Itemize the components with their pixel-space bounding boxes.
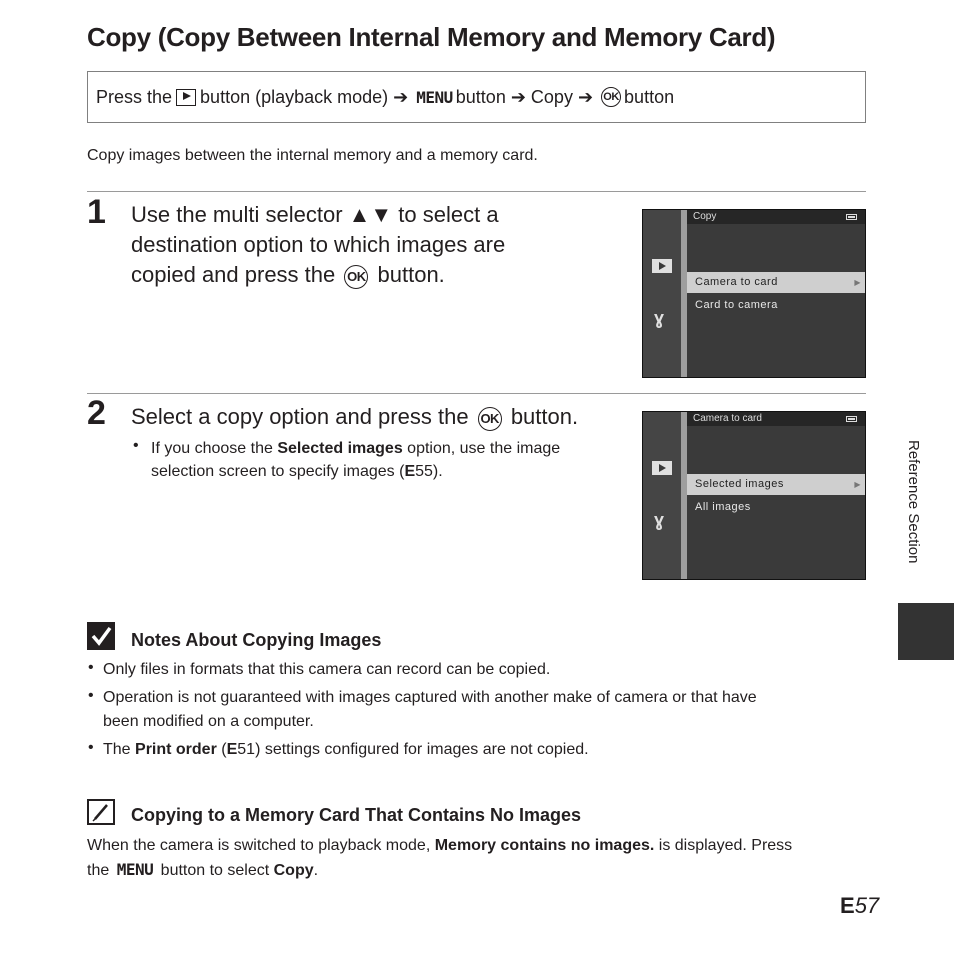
screen-divider — [681, 210, 687, 377]
tip-part: When the camera is switched to playback mode, — [87, 837, 435, 854]
screen-header-title: Copy — [693, 211, 717, 222]
bullet-icon: • — [88, 659, 94, 676]
step-text-part: copied and press the — [131, 262, 336, 287]
note-bold: Print order — [135, 741, 217, 758]
menu-button-icon: MENU — [116, 860, 154, 879]
section-tab-text: Reference Section — [905, 440, 922, 564]
bullet-icon: • — [88, 687, 94, 704]
menu-item-label: Selected images — [695, 478, 784, 490]
screen-header — [687, 412, 865, 426]
bullet-icon: • — [133, 437, 139, 454]
page-reference-link[interactable]: 55). — [415, 463, 443, 480]
screen-divider — [681, 412, 687, 579]
note-line: Operation is not guaranteed with images captured with another make of camera or that have — [103, 689, 757, 706]
ok-button-icon: OK — [478, 407, 502, 431]
ok-button-icon: OK — [601, 87, 621, 107]
note-bullet-1: Only files in formats that this camera can record can be copied. — [103, 661, 551, 678]
bullet-icon: • — [88, 739, 94, 756]
step-text-part: button. — [377, 262, 445, 287]
step-text-line: Use the multi selector ▲▼ to select a — [131, 202, 499, 227]
screen-header — [687, 210, 865, 224]
tip-bold: Copy — [273, 862, 314, 879]
ok-button-icon: OK — [344, 265, 368, 289]
nav-text: Press the — [96, 86, 173, 107]
divider — [87, 191, 866, 192]
menu-item-label: All images — [695, 501, 751, 513]
notes-heading: Notes About Copying Images — [131, 630, 382, 650]
play-icon — [652, 461, 672, 475]
section-tab-block — [898, 603, 954, 660]
step-number: 2 — [87, 394, 106, 432]
caret-right-icon: ▶ — [854, 480, 861, 489]
reference-icon: E — [226, 741, 238, 758]
screen-menu-item[interactable] — [687, 295, 865, 316]
wrench-icon: ɣ — [654, 510, 665, 530]
tip-bold: Memory contains no images. — [434, 837, 655, 854]
screen-header-title: Camera to card — [693, 413, 762, 424]
bullet-part: selection screen to specify images ( — [151, 463, 405, 480]
play-icon — [652, 259, 672, 273]
menu-button-icon: MENU — [416, 87, 453, 107]
tip-part: the — [87, 862, 114, 879]
screen-menu-item[interactable] — [687, 497, 865, 518]
arrow-right-icon: ➔ — [510, 86, 526, 107]
pencil-icon — [87, 799, 115, 825]
note-bullet-3 — [103, 738, 589, 762]
divider — [87, 393, 866, 394]
screen-sidebar — [643, 412, 681, 579]
battery-icon — [846, 416, 857, 422]
nav-text: button (playback mode) — [200, 86, 389, 107]
step-2-instruction — [131, 402, 578, 432]
camera-screen-camera-to-card — [642, 411, 866, 580]
navigation-path-box — [87, 71, 866, 123]
arrow-right-icon: ➔ — [577, 86, 594, 107]
camera-screen-copy — [642, 209, 866, 378]
reference-icon: E — [404, 463, 416, 480]
bullet-part: If you choose the — [151, 440, 278, 457]
arrow-right-icon: ➔ — [393, 86, 409, 107]
note-line: been modified on a computer. — [103, 713, 314, 730]
battery-icon — [846, 214, 857, 220]
reference-icon: E — [840, 893, 855, 918]
page-number — [840, 893, 879, 919]
bullet-part: option, use the image — [402, 440, 561, 457]
nav-text: button — [624, 86, 675, 107]
note-part: The — [103, 741, 136, 758]
wrench-icon: ɣ — [654, 308, 665, 328]
screen-menu-item[interactable] — [687, 272, 865, 293]
playback-button-icon — [176, 89, 196, 106]
page-title: Copy (Copy Between Internal Memory and Memory Card) — [87, 22, 776, 52]
note-part: ( — [216, 741, 227, 758]
step-1-instruction — [131, 200, 505, 290]
nav-text: button — [455, 86, 506, 107]
bullet-bold: Selected images — [277, 440, 403, 457]
screen-sidebar — [643, 210, 681, 377]
page-number-value: 57 — [854, 893, 880, 918]
menu-item-label: Camera to card — [695, 276, 778, 288]
step-text-part: Select a copy option and press the — [131, 404, 469, 429]
note-bullet-2 — [103, 686, 863, 734]
check-mark-icon — [87, 622, 115, 650]
step-text-line — [131, 260, 505, 290]
tip-part: . — [313, 862, 319, 879]
step-2-bullet — [151, 437, 621, 483]
caret-right-icon: ▶ — [854, 278, 861, 287]
menu-item-label: Card to camera — [695, 299, 778, 311]
step-number: 1 — [87, 193, 106, 231]
page-reference-link[interactable]: 51) settings configured for images are not copied. — [237, 741, 589, 758]
step-text-line: destination option to which images are — [131, 232, 506, 257]
tip-heading: Copying to a Memory Card That Contains No Images — [131, 805, 582, 825]
nav-text: Copy — [530, 86, 573, 107]
section-tab-label — [904, 440, 928, 590]
tip-body — [87, 834, 877, 883]
screen-menu-item[interactable] — [687, 474, 865, 495]
step-text-part: button. — [510, 404, 579, 429]
tip-part: button to select — [156, 862, 274, 879]
tip-part: is displayed. Press — [654, 837, 793, 854]
intro-text: Copy images between the internal memory and a memory card. — [87, 147, 538, 164]
